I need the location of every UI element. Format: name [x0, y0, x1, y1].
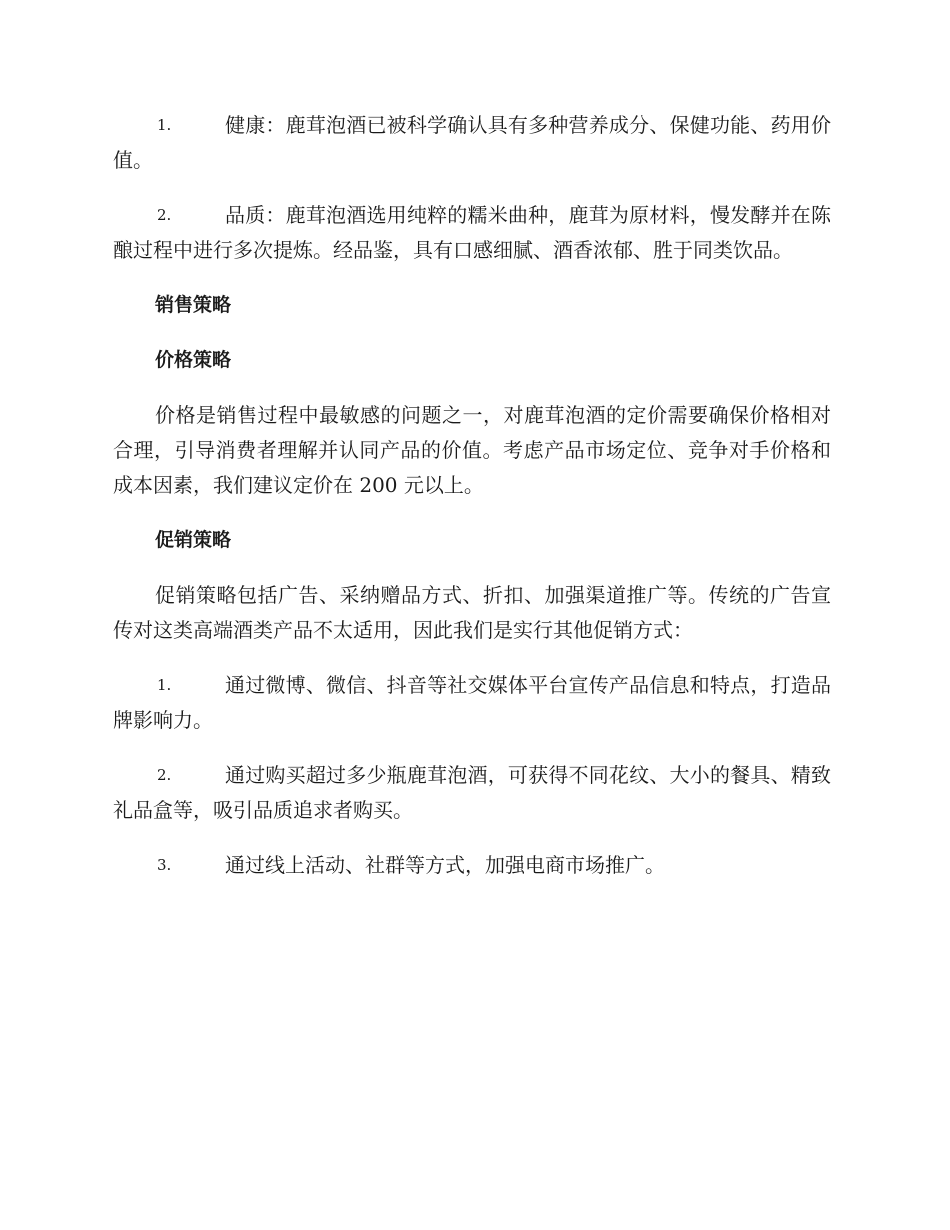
- list-item-text: 健康：鹿茸泡酒已被科学确认具有多种营养成分、保健功能、药用价值。: [113, 113, 831, 172]
- list-item-text: 通过线上活动、社群等方式，加强电商市场推广。: [225, 853, 665, 877]
- list-item: [113, 108, 831, 178]
- list-item-text: 品质：鹿茸泡酒选用纯粹的糯米曲种，鹿茸为原材料，慢发酵并在陈酿过程中进行多次提炼。经品鉴，具有口感细腻、酒香浓郁、胜于同类饮品。: [113, 203, 831, 262]
- price-paragraph: 价格是销售过程中最敏感的问题之一，对鹿茸泡酒的定价需要确保价格相对合理，引导消费者理解并认同产品的价值。考虑产品市场定位、竞争对手价格和成本因素，我们建议定价在 200 元以上。: [113, 403, 831, 497]
- section-heading-sales: 销售策略: [155, 294, 232, 316]
- list-number: 2.: [157, 766, 172, 784]
- section-heading-promo: 促销策略: [155, 529, 232, 551]
- list-number: 1.: [157, 676, 172, 694]
- list-item: [113, 198, 831, 268]
- list-item-text: 通过微博、微信、抖音等社交媒体平台宣传产品信息和特点，打造品牌影响力。: [113, 673, 831, 732]
- list-item: [113, 758, 831, 828]
- list-number: 3.: [157, 856, 172, 874]
- list-number: 1.: [157, 116, 172, 134]
- list-item-text: 通过购买超过多少瓶鹿茸泡酒，可获得不同花纹、大小的餐具、精致礼品盒等，吸引品质追求者购买。: [113, 763, 831, 822]
- list-item: [113, 668, 831, 738]
- list-item: [113, 848, 831, 883]
- promo-paragraph: 促销策略包括广告、采纳赠品方式、折扣、加强渠道推广等。传统的广告宣传对这类高端酒类产品不太适用，因此我们是实行其他促销方式：: [113, 583, 831, 642]
- list-number: 2.: [157, 206, 172, 224]
- document-page: [113, 108, 831, 883]
- section-heading-price: 价格策略: [155, 349, 232, 371]
